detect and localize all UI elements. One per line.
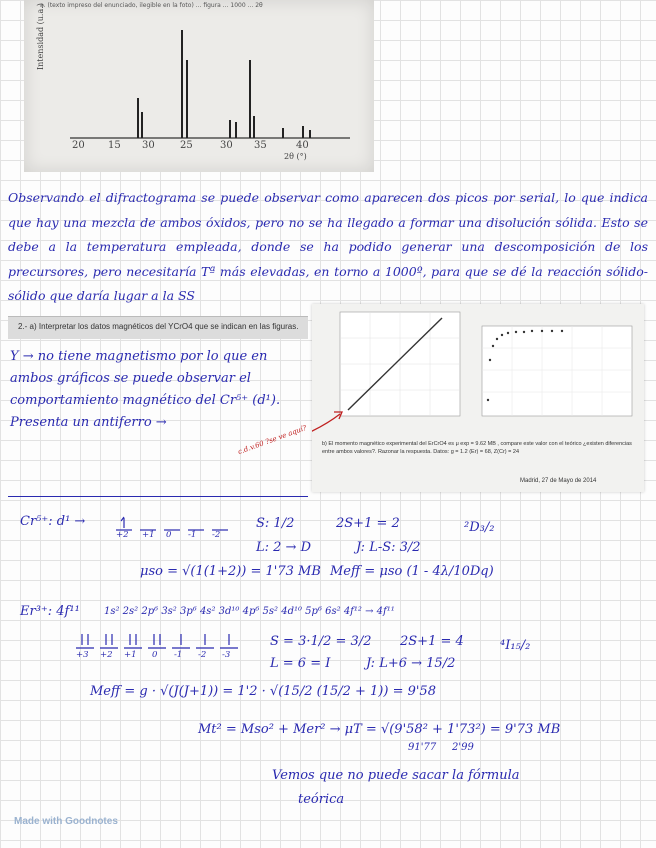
goodnotes-watermark: Made with Goodnotes [14,816,118,827]
xrd-tick: 30 [142,140,155,151]
question-text: 2.- a) Interpretar los datos magnéticos del YCrO4 que se indican en las figuras. [18,322,299,331]
er-spin: S = 3·1/2 = 3/2 [270,634,372,649]
cr-ml-value: -1 [188,530,197,540]
xrd-tick: 30 [220,140,233,151]
magnetic-plots [312,304,644,444]
xrd-tick: 25 [180,140,193,151]
er-ml-value: -3 [222,650,231,660]
er-ml-value: +3 [76,650,89,660]
xrd-diffractogram [60,20,360,145]
cr-ion-label: Cr⁵⁺: d¹ → [20,514,86,529]
cr-ml-value: -2 [212,530,221,540]
under-value: 2'99 [452,742,474,753]
section-divider [8,496,308,497]
conclusion-line-2: teórica [298,792,345,807]
cr-spin: S: 1/2 [256,516,295,531]
xrd-tick: 40 [296,140,309,151]
cr-mu-eff: Meff = μso (1 - 4λ/10Dq) [330,564,494,579]
er-ml-value: +2 [100,650,113,660]
xrd-y-axis-label: Intensidad (u.a.) [36,3,45,70]
conclusion-line-1: Vemos que no puede sacar la fórmula [272,768,520,783]
er-multiplicity: 2S+1 = 4 [400,634,464,649]
er-ml-value: +1 [124,650,137,660]
red-annotation: c.d.v.60 ?se ve aquí? [236,423,308,457]
cr-term-symbol: ²D₃/₂ [464,520,495,535]
er-ml-value: -2 [198,650,207,660]
exam-date: Madrid, 27 de Mayo de 2014 [520,478,597,484]
cr-mu-so: μso = √(1(1+2)) = 1'73 MB [140,564,321,579]
er-L: L = 6 = I [270,656,331,671]
observation-paragraph: Observando el difractograma se puede observar como aparecen dos picos por serial, lo que indica que hay una mezcla de ambos óxidos, pero no se ha llegado a formar una disolución sólida. Esto se debe a la temperatura empleada, donde se ha podido generar una descomposición de los precursores, pero necesitaría Tª más elevadas, en torno a 1000º, para que se dé la reacción sólido-sólido que daría lugar a la SS [8,190,648,303]
xrd-tick: 35 [254,140,267,151]
answer-text: Y → no tiene magnetismo por lo que en ambos gráficos se puede observar el comportamiento magnético del Cr⁵⁺ (d¹). Presenta un antiferro → [10,349,281,430]
er-ml-value: 0 [152,650,158,660]
er-mu-eff: Meff = g · √(J(J+1)) = 1'2 · √(15/2 (15/2 + 1)) = 9'58 [90,684,436,699]
er-ml-value: -1 [174,650,183,660]
xrd-tick: 15 [108,140,121,151]
xrd-x-axis-label: 2θ (°) [284,152,307,161]
figure-caption: b) El momento magnético experimental del ErCrO4 es μ exp = 9.62 MB , compare este valor con el teórico ¿existen diferencias entre ambos valores?. Razonar la respuesta. Datos: g = 1.2 (Er) = 68, Z(Cr) = 24 [322,441,632,455]
cr-ml-value: 0 [166,530,172,540]
cr-J: J: L-S: 3/2 [356,540,421,555]
er-term-symbol: ⁴I₁₅/₂ [500,638,531,653]
magnetization-plot [482,326,632,416]
er-electron-config: 1s² 2s² 2p⁶ 3s² 3p⁶ 4s² 3d¹⁰ 4p⁶ 5s² 4d¹⁰ 5p⁶ 6s² 4f¹² → 4f¹¹ [104,606,395,617]
cr-multiplicity: 2S+1 = 2 [336,516,400,531]
xrd-header-text: a. (texto impreso del enunciado, ilegible en la foto) ... figura ... 1000 ... 2θ [40,2,263,9]
er-ion-label: Er³⁺: 4f¹¹ [20,604,80,619]
cr-L: L: 2 → D [256,540,311,555]
cr-ml-value: +1 [142,530,155,540]
susceptibility-plot [340,312,460,416]
under-value: 91'77 [408,742,437,753]
er-J: J: L+6 → 15/2 [366,656,456,671]
total-moment-formula: Mt² = Mso² + Mer² → μT = √(9'58² + 1'73²) = 9'73 MB [198,722,561,737]
xrd-tick: 20 [72,140,85,151]
cr-ml-value: +2 [116,530,129,540]
